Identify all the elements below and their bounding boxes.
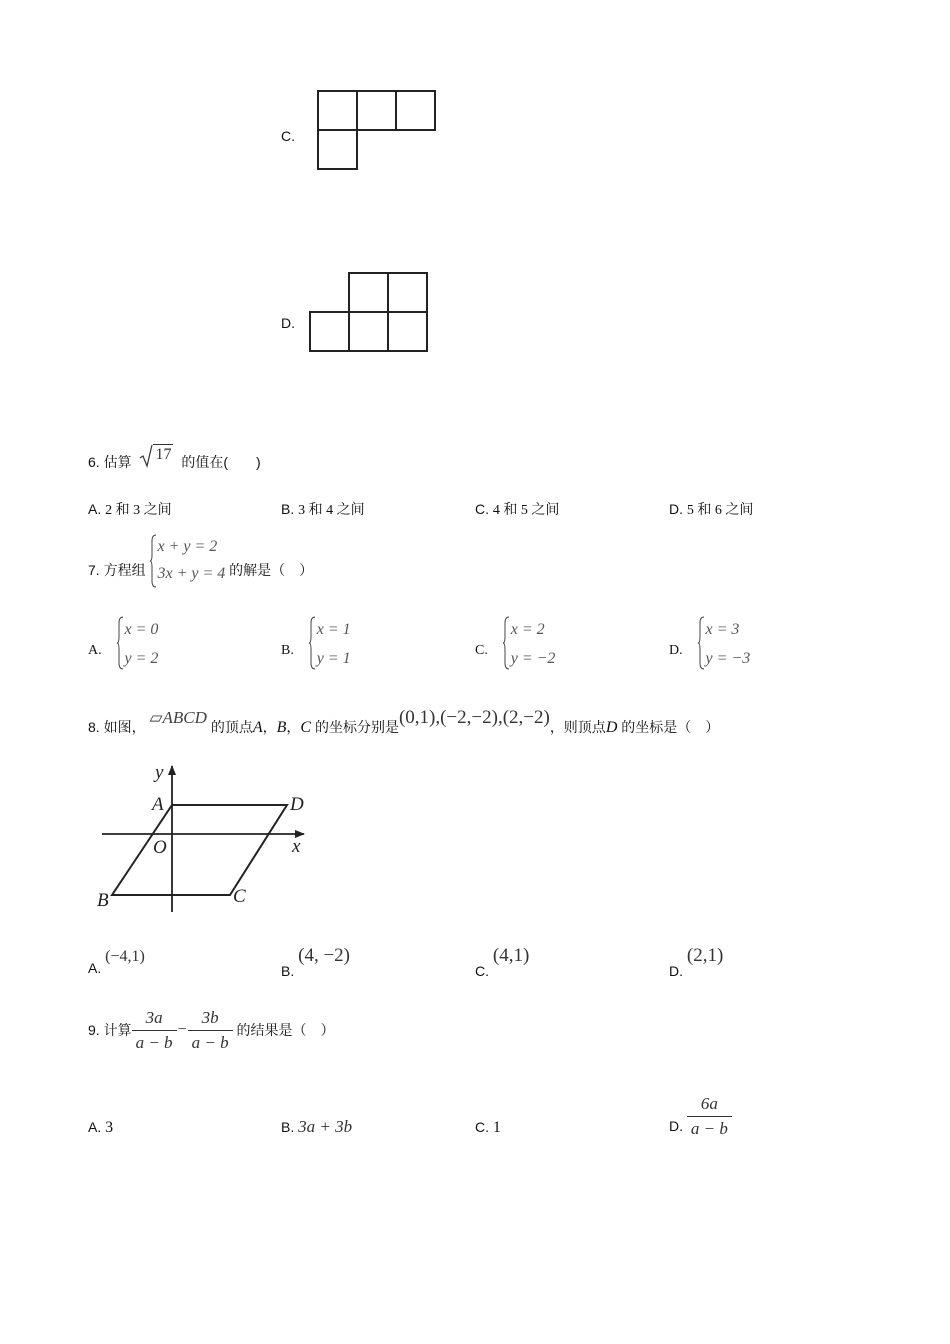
denominator: a − b: [188, 1030, 233, 1053]
solution-system: [502, 615, 556, 673]
q7-stem: [88, 533, 313, 589]
q8-mid2: 的坐标分别是: [314, 719, 399, 735]
option-label: B.: [281, 643, 294, 658]
q7-number: 7.: [88, 562, 100, 578]
q7-equation-1: x + y = 2: [157, 538, 218, 555]
q6-number: 6.: [88, 454, 100, 470]
denominator: a − b: [132, 1030, 177, 1053]
q8-mid3: ，则顶点: [549, 719, 606, 735]
numerator: 6a: [700, 1093, 718, 1113]
solution-y: y = −2: [510, 650, 556, 667]
q8-stem: 8. 如图， ▱ABCD 的顶点A，B，C 的坐标分别是(0,1),(−2,−2),(2,−2)，则顶点D 的坐标是（ ）: [88, 707, 720, 736]
solution-x: x = 3: [705, 621, 740, 638]
solution-x: x = 0: [124, 621, 159, 638]
option-coordinate: (2,1): [686, 945, 724, 966]
q9-option-b: [281, 1117, 352, 1137]
q8-mid: 的顶点: [210, 719, 253, 735]
option-label: C.: [475, 643, 488, 658]
q9-option-a: [88, 1119, 113, 1137]
denominator: a − b: [687, 1116, 732, 1139]
option-label: A.: [88, 1119, 102, 1135]
radical-sign-icon: [139, 444, 153, 468]
q6-stem: [88, 442, 261, 472]
q9-stem: [88, 1004, 334, 1056]
fraction-6a-over-a-minus-b: [687, 1094, 732, 1139]
q7-option-b: [281, 615, 351, 671]
q6-option-b: [281, 499, 365, 519]
q8-option-c: [475, 945, 530, 979]
numerator: 3a: [145, 1007, 163, 1027]
option-label: D.: [669, 643, 683, 658]
label-x: x: [292, 836, 301, 857]
q6-option-c: [475, 499, 559, 519]
label-origin: O: [153, 837, 167, 858]
q5-option-c-net-figure: [316, 89, 440, 173]
q9-number: 9.: [88, 1022, 100, 1038]
option-coordinate: (4,1): [492, 945, 530, 966]
label-a: A: [152, 794, 164, 815]
q8-prefix: 如图，: [103, 719, 146, 735]
left-brace-icon: [116, 615, 124, 671]
option-label: B.: [281, 963, 295, 979]
q8-option-b: [281, 945, 350, 979]
label-d: D: [290, 794, 304, 815]
q5-option-d-label: D.: [281, 315, 295, 331]
option-label: D.: [669, 963, 683, 979]
solution-y: y = 2: [124, 650, 159, 667]
point-label: D: [605, 719, 618, 736]
option-label: D.: [669, 501, 683, 517]
option-label: C.: [475, 963, 489, 979]
left-brace-icon: [308, 615, 316, 671]
option-text: 3: [105, 1119, 114, 1136]
option-coordinate: (−4,1): [105, 948, 145, 965]
label-y: y: [155, 762, 164, 783]
solution-y: y = −3: [705, 650, 751, 667]
q8-suffix: 的坐标是（ ）: [621, 719, 720, 735]
label-c: C: [233, 886, 246, 907]
q9-option-c: [475, 1119, 501, 1137]
q7-option-a: [88, 615, 158, 671]
q9-suffix: 的结果是（ ）: [236, 1022, 335, 1038]
option-label: B.: [281, 1119, 295, 1135]
q7-equation-system: [149, 533, 225, 587]
option-label: A.: [88, 501, 102, 517]
q5-option-c-label: C.: [281, 128, 295, 144]
fraction-3b-over-a-minus-b: [188, 1008, 233, 1053]
option-label: A.: [88, 960, 102, 976]
option-label: D.: [669, 1118, 683, 1134]
option-text: 3 和 4 之间: [298, 503, 365, 518]
option-text: 2 和 3 之间: [105, 503, 172, 518]
q7-option-c: [475, 615, 555, 671]
option-label: A.: [88, 643, 102, 658]
q7-suffix: 的解是（ ）: [229, 562, 314, 578]
option-label: C.: [475, 501, 489, 517]
solution-y: y = 1: [316, 650, 351, 667]
q7-prefix: 方程组: [103, 562, 146, 578]
point-label: B: [276, 719, 287, 736]
option-coordinate: (4, −2): [298, 945, 350, 966]
label-b: B: [97, 890, 109, 911]
solution-x: x = 2: [510, 621, 545, 638]
solution-system: [697, 615, 751, 673]
q5-option-d-net-figure: [308, 270, 432, 356]
q8-coordinates: (0,1),(−2,−2),(2,−2): [398, 707, 550, 728]
option-text: 4 和 5 之间: [492, 503, 560, 518]
q8-number: 8.: [88, 719, 100, 735]
solution-system: [116, 615, 159, 673]
left-brace-icon: [502, 615, 510, 671]
option-label: B.: [281, 501, 295, 517]
q7-equation-2: 3x + y = 4: [157, 565, 226, 582]
q6-prefix: 估算: [103, 454, 132, 470]
option-text: 1: [492, 1119, 501, 1136]
q8-option-d: [669, 945, 724, 979]
q6-option-d: [669, 499, 753, 519]
point-label: C: [300, 719, 312, 736]
left-brace-icon: [697, 615, 705, 671]
q6-option-a: [88, 499, 172, 519]
option-expression: 3a + 3b: [298, 1117, 353, 1136]
q9-prefix: 计算: [103, 1022, 132, 1038]
option-text: 5 和 6 之间: [686, 503, 754, 518]
q8-parallelogram-figure: [92, 760, 322, 918]
parallelogram-abcd: [112, 805, 287, 895]
q7-option-d: [669, 615, 750, 671]
q8-parallelogram-name: ▱ABCD: [149, 708, 207, 727]
q6-radicand: 17: [155, 446, 172, 463]
point-label: A: [252, 719, 263, 736]
minus-sign: −: [177, 1021, 187, 1038]
q6-suffix: 的值在( ): [181, 454, 261, 470]
q8-option-a: [88, 948, 145, 978]
solution-system: [308, 615, 351, 673]
numerator: 3b: [201, 1007, 219, 1027]
solution-x: x = 1: [316, 621, 351, 638]
q9-option-d: [669, 1090, 732, 1142]
fraction-3a-over-a-minus-b: [132, 1008, 177, 1053]
option-label: C.: [475, 1119, 489, 1135]
left-brace-icon: [149, 533, 157, 589]
sqrt-expression: [139, 444, 173, 468]
